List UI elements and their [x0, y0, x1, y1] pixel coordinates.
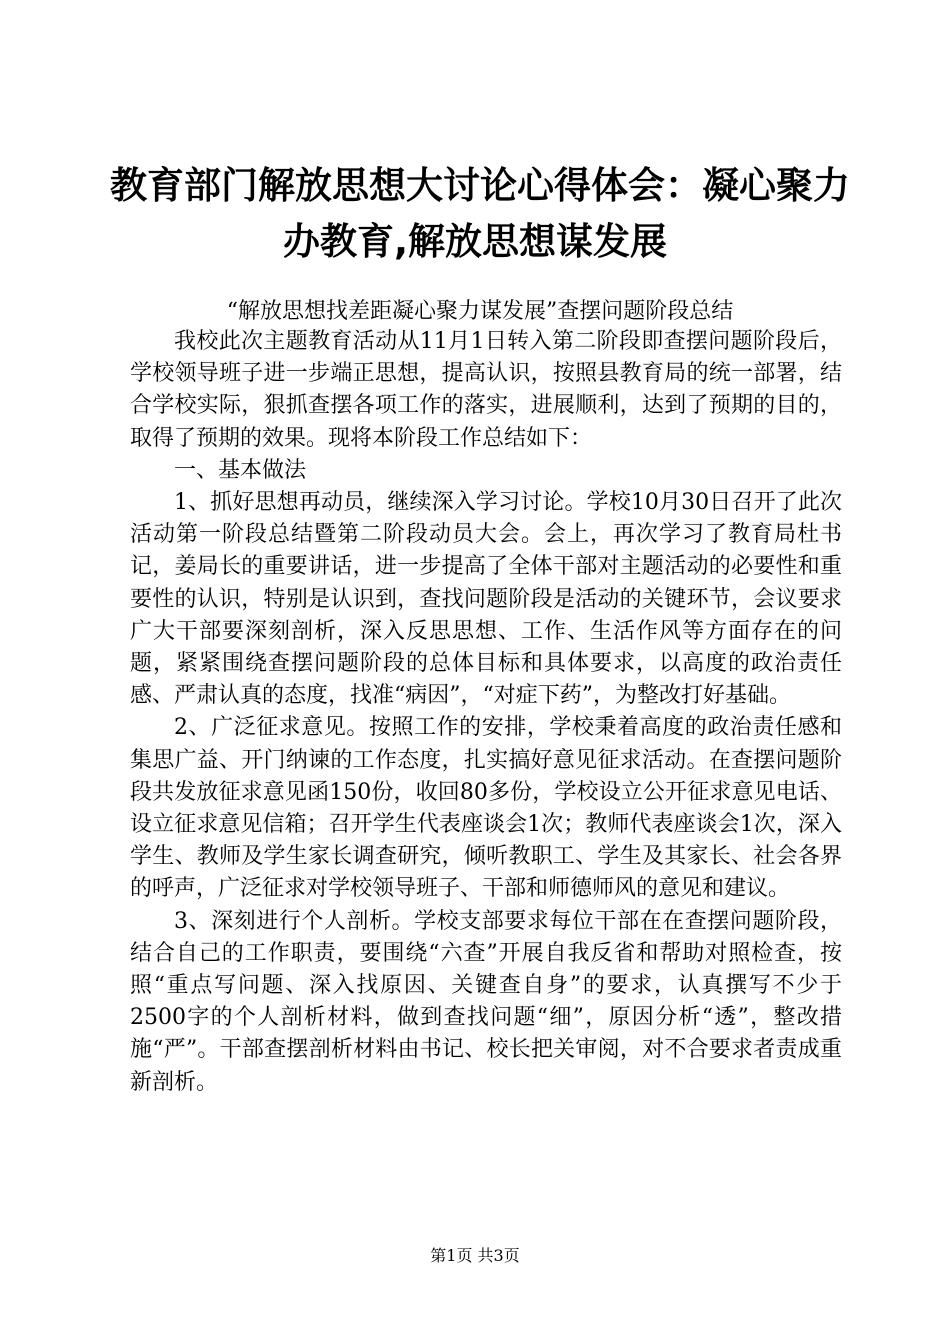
section-heading: 一、基本做法 [174, 457, 307, 483]
document-title-line-1: 教育部门解放思想大讨论心得体会：凝心聚力 [110, 164, 850, 207]
paragraph-item-2: 2、广泛征求意见。按照工作的安排，学校秉着高度的政治责任感和集思广益、开门纳谏的工作态度，扎实搞好意见征求活动。在查摆问题阶段共发放征求意见函150份，收回80多份，学校设立公开征求意见电话、设立征求意见信箱；召开学生代表座谈会1次；教师代表座谈会1次，深入学生、教师及学生家长调查研究，倾听教职工、学生及其家长、社会各界的呼声，广泛征求对学校领导班子、干部和师德师风的意见和建议。 [130, 715, 842, 902]
page-footer: 第1页 共3页 [430, 1246, 520, 1265]
paragraph-item-1: 1、抓好思想再动员，继续深入学习讨论。学校10月30日召开了此次活动第一阶段总结暨第二阶段动员大会。会上，再次学习了教育局杜书记，姜局长的重要讲话，进一步提高了全体干部对主题活动的必要性和重要性的认识，特别是认识到，查找问题阶段是活动的关键环节，会议要求广大干部要深刻剖析，深入反思思想、工作、生活作风等方面存在的问题，紧紧围绕查摆问题阶段的总体目标和具体要求，以高度的政治责任感、严肃认真的态度，找准“病因”，“对症下药”，为整改打好基础。 [130, 490, 842, 709]
document-title-line-2: 办教育,解放思想谋发展 [282, 220, 668, 263]
paragraph-item-3: 3、深刻进行个人剖析。学校支部要求每位干部在在查摆问题阶段，结合自己的工作职责，要围绕“六查”开展自我反省和帮助对照检查，按照“重点写问题、深入找原因、关键查自身”的要求，认真撰写不少于2500字的个人剖析材料，做到查找问题“细”，原因分析“透”，整改措施“严”。干部查摆剖析材料由书记、校长把关审阅，对不合要求者责成重新剖析。 [130, 908, 842, 1095]
document-body [130, 326, 842, 1099]
document-subtitle: “解放思想找差距凝心聚力谋发展”查摆问题阶段总结 [226, 299, 734, 324]
paragraph-intro: 我校此次主题教育活动从11月1日转入第二阶段即查摆问题阶段后，学校领导班子进一步端正思想，提高认识，按照县教育局的统一部署，结合学校实际，狠抓查摆各项工作的落实，进展顺利，达到了预期的目的，取得了预期的效果。现将本阶段工作总结如下： [130, 329, 842, 451]
